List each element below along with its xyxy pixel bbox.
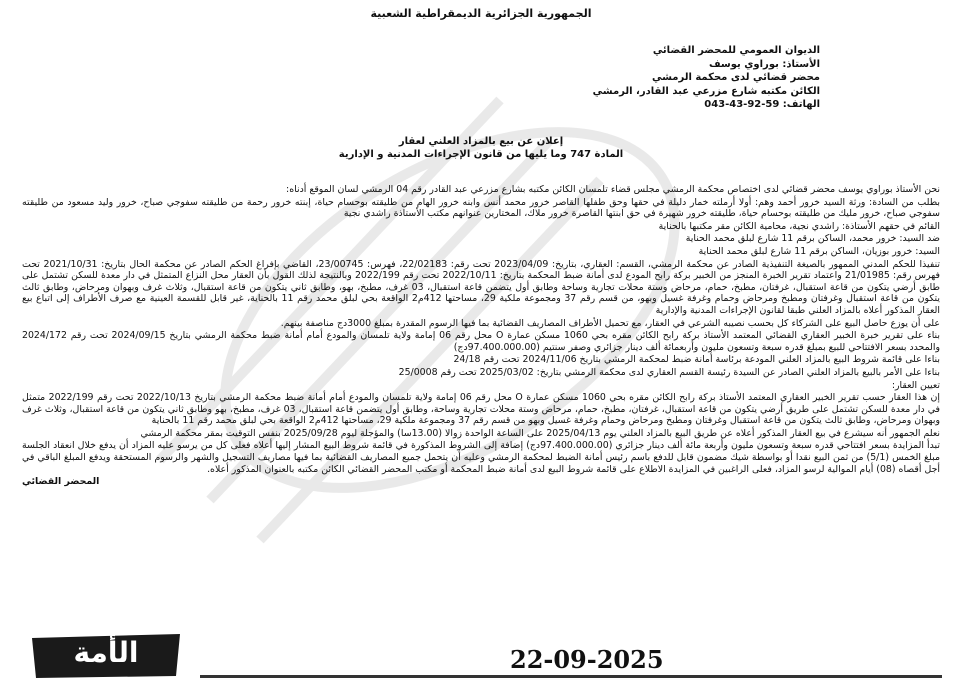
bailiff-office-block (593, 44, 820, 112)
body-paragraph-property-description: إن هذا العقار حسب تقرير الخبير العقاري المعتمد الأستاذ بركة رابح الكائن مقره بحي 1060 مسكن عمارة O محل رقم 06 إمامة ولاية تلمسان والمودع أمام أمانة ضبط محكمة الرمشي بتاريخ 2022/10/13 تحت رقم 2022/199 متمثل في دار معدة للسكن تشتمل على طريق أرضي يتكون من قاعة استقبال، غرفتان، مطبخ، حمام، مرحاض وستة محلات تجارية وساحة، وطابق أول يتضمن قاعة استقبال، 03 غرف، مطبخ، بهو وطابق ثاني يتكون من قاعة استقبال، وثلاث غرف وبهوان ومرحاض، وطابق ثالث يتكون من قاعة استقبال وغرفتان ومطبخ ومرحاض وحمام وغرفة غسيل وبهو من قسم رقم 37 ومجموعة ملكية 29، مساحتها 412م2 الواقعة بحي لبلق محمد رقم 11 بالحناية (22, 392, 940, 427)
body-paragraph-property-heading: تعيين العقار: (891, 379, 940, 391)
body-paragraph-judgment: تنفيذا للحكم المدني الممهور بالصيغة التنفيذية الصادر عن محكمة الرمشي، القسم: العقاري، بتاريخ: 2023/04/09 تحت رقم: 22/02183، فهرس: 23/00745، القاضي بإفراغ الحكم الصادر عن محكمة الحال بتاريخ: 2021/10/31 تحت فهرس رقم: 21/01985 واعتماد تقرير الخبرة المنجز من الخبير بركة رابح المودع لدى أمانة ضبط المحكمة بتاريخ: 2022/10/11 تحت رقم 2022/199 وبالنتيجة لذلك القول بأن العقار محل النزاع المتمثل في دار معدة للسكن تشتمل على طابق أرضي يتكون من قاعة استقبال، غرفتان، مطبخ، حمام، مرحاض وستة محلات تجارية وساحة وطابق أول يتضمن قاعة استقبال، 03 غرف، مطبخ، بهو، وطابق ثاني يتكون من قاعة استقبال، وثلاث غرف وبهوان ومرحاض، وطابق ثالث يتكون من قاعة استقبال وغرفتان ومطبخ ومرحاض وحمام وغرفة غسيل وبهو، من قسم رقم 37 ومجموعة ملكية 29، مساحتها 412م2 الواقعة بحي لبلق محمد رقم 11 بالحناية، غير قابل للقسمة العينية مع صرف الأطراف إلى اتباع بيع العقار المذكور أعلاه بالمزاد العلني طبقا لقانون الإجراءات المدنية والإدارية (22, 258, 941, 316)
office-line-bailiff-name: الأستاذ: بوراوي يوسف (709, 58, 820, 70)
office-line-court: محضر قضائي لدى محكمة الرمشي (652, 72, 820, 83)
newspaper-logo (26, 632, 186, 680)
office-line-public-office: الديوان العمومي للمحضر القضائي (652, 45, 820, 56)
signature-line: المحضر القضائي (22, 476, 100, 488)
publication-date: 22-09-2025 (510, 645, 664, 674)
republic-heading: الجمهورية الجزائرية الديمقراطية الشعبية (370, 7, 592, 20)
body-paragraph-distribution: على أن يوزع حاصل البيع على الشركاء كل بحسب نصيبه الشرعي في العقار، مع تحميل الأطراف المصاريف القضائية بما فيها الرسوم المقدرة بمبلغ 3000دج مناصفة بينهم. (280, 317, 940, 329)
body-paragraph-expert-report: بناء على تقرير خبرة الخبير العقاري القضائي المعتمد الأستاذ بركة رابح الكائن مقره بحي 1060 مسكن عمارة O محل رقم 06 إمامة ولاية تلمسان والمودع أمام أمانة ضبط محكمة الرمشي بتاريخ 2024/09/15 تحت رقم 2024/172 والمحدد بسعر الافتتاحي للبيع بمبلغ قدره سبعة وتسعون مليون وأربعمائة ألف دينار جزائري وصفر سنتيم (97.400.000.00دج) (22, 330, 940, 353)
footer-rule (200, 675, 942, 678)
notice-body (22, 184, 940, 489)
office-line-phone (593, 98, 820, 112)
notice-article-line: المادة 747 وما يليها من قانون الإجراءات المدنية و الإدارية (338, 149, 624, 160)
phone-number: 043-43-92-59 (704, 99, 780, 110)
body-paragraph-defendant-1: ضد السيد: خرور محمد، الساكن برقم 11 شارع لبلق محمد الحناية (685, 233, 940, 245)
body-paragraph-lawyer: القائم في حقهم الأستاذة: راشدي نجية، محامية الكائن مقر مكتبها بالحناية (658, 220, 940, 232)
notice-title (0, 135, 962, 161)
logo-text: الأمة (73, 636, 139, 669)
body-paragraph-sale-order: بناءا على الأمر بالبيع بالمزاد العلني الصادر عن السيدة رئيسة القسم العقاري لدى محكمة الرمشي بتاريخ: 2025/03/02 تحت رقم 25/0008 (398, 366, 940, 378)
body-paragraph-intro: نحن الأستاذ بوراوي يوسف محضر قضائي لدى اختصاص محكمة الرمشي مجلس قضاء تلمسان الكائن مكتبه بشارع مزرعي عبد القادر رقم 04 الرمشي لسان الموقع أدناه: (286, 184, 940, 195)
phone-label: الهاتف: (782, 99, 820, 110)
body-paragraph-defendant-2: السيد: خرور بوزيان، الساكن برقم 11 شارع لبلق محمد الحناية (698, 245, 940, 257)
body-paragraph-auction-date: نعلم الجمهور أنه سيشرع في بيع العقار المذكور أعلاه عن طريق البيع بالمزاد العلني يوم 2025/04/13 على الساعة الواحدة زوالا (13.00سا) والمؤجلة ليوم 2025/09/28 بنفس التوقيت بمقر محكمة الرمشي (140, 427, 940, 439)
body-paragraph-auction-terms: تبدأ المزايدة بسعر افتتاحي قدره سبعة وتسعون مليون وأربعة مائة ألف دينار جزائري (97.400.000.00دج) إضافة إلى الشروط المذكورة في قائمة شروط البيع المشار إليها أعلاه فعلى كل من يرسو عليه المزاد أن يدفع خلال انعقاد الجلسة مبلغ الخمس (5/1) من ثمن البيع نقدا أو بواسطة شيك مضمون قابل للدفع باسم رئيس أمانة الضبط لمحكمة الرمشي وعليه أن يتحمل جميع المصاريف القضائية بما فيها مصاريف التسجيل والشهر والرسوم المستحقة ويدفع المبلغ الباقي في أجل أقصاه (08) أيام الموالية لرسو المزاد، فعلى الراغبين في المزايدة الاطلاع على قائمة شروط البيع لدى أمانة ضبط المحكمة أو مكتب المحضر القضائي الكائن مكتبه بالعنوان المذكور أعلاه. (22, 440, 940, 475)
body-paragraph-conditions-list: بناءا على قائمة شروط البيع بالمزاد العلني المودعة برئاسة أمانة ضبط لمحكمة الرمشي بتاريخ 2024/11/06 تحت رقم 24/18 (453, 354, 940, 366)
office-line-address: الكائن مكتبه شارع مزرعي عبد القادر، الرمشي (592, 85, 820, 97)
notice-title-line: إعلان عن بيع بالمزاد العلني لعقار (398, 136, 564, 147)
body-paragraph-requesters: بطلب من السادة: ورثة السيد خرور أحمد وهم: أولا أرملته خمار دليلة في حقها وحق طفلها القاصر خرور محمد أنس وابنه خرور الهام من طليقته بوحسام حياة، إبنته خرور رحمة من طليقته سفوجي صباح، خرور وليد مسعود من طليقته سفوجي صباح، خرور مليك من طليقته بوحسام حياة، طليقته خرور شهيرة في حق ابنتها القاصرة خرور ملاك، المختارين عنوانهم مكتب الأستاذة راشدي نجية (22, 196, 940, 220)
